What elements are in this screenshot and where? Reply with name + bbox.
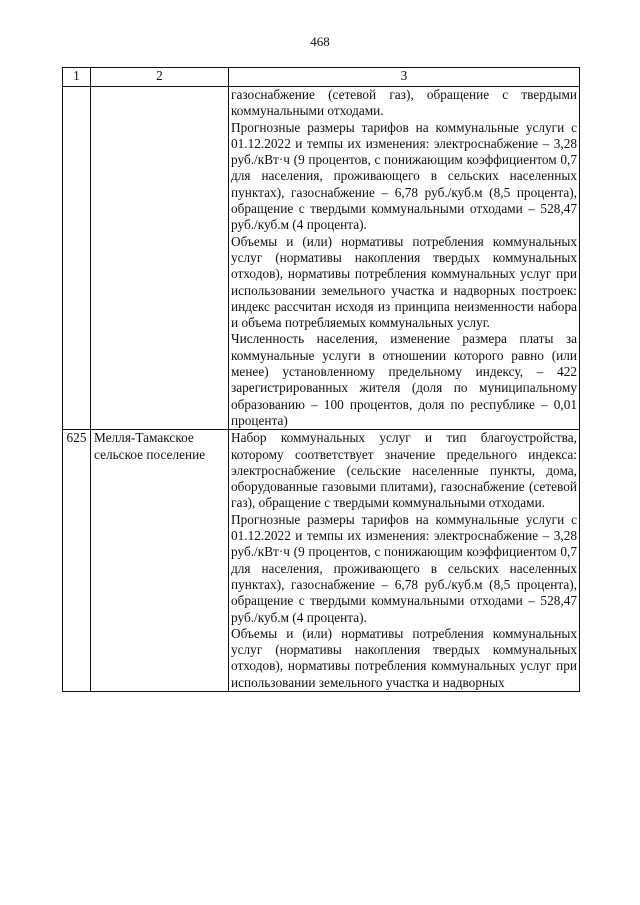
municipality-name: Мелля-Тамакское сельское поселение (91, 430, 229, 692)
paragraph: Объемы и (или) нормативы потребления коммунальных услуг (нормативы накопления твердых коммунальных отходов), нормативы потребления коммунальных услуг при использовании земельного участка и надворных построек: индекс рассчитан исходя из принципа неизменности набора и объема потребляемых коммунальных услуг. (231, 233, 577, 331)
row-number (63, 87, 91, 430)
municipality-name (91, 87, 229, 430)
document-table (62, 67, 580, 692)
paragraph: газоснабжение (сетевой газ), обращение с твердыми коммунальными отходами. (231, 87, 577, 119)
row-number: 625 (63, 430, 91, 692)
header-cell-2: 2 (91, 68, 229, 87)
page-number: 468 (310, 34, 330, 49)
header-cell-1: 1 (63, 68, 91, 87)
description-cell (229, 87, 580, 430)
table-row (63, 430, 580, 692)
table-row (63, 87, 580, 430)
paragraph: Прогнозные размеры тарифов на коммунальные услуги с 01.12.2022 и темпы их изменения: электроснабжение – 3,28 руб./кВт·ч (9 процентов, с понижающим коэффициентом 0,7 для населения, проживающего в сельских населенных пунктах), газоснабжение – 6,78 руб./куб.м (8,5 процента), обращение с твердыми коммунальными отходами – 528,47 руб./куб.м (4 процента). (231, 511, 577, 625)
description-cell (229, 430, 580, 692)
header-cell-3: 3 (229, 68, 580, 87)
paragraph: Численность населения, изменение размера платы за коммунальные услуги в отношении которого равно (или менее) установленному предельному индексу, – 422 зарегистрированных жителя (доля по муниципальному образованию – 100 процентов, доля по республике – 0,01 процента) (231, 331, 577, 428)
paragraph: Прогнозные размеры тарифов на коммунальные услуги с 01.12.2022 и темпы их изменения: электроснабжение – 3,28 руб./кВт·ч (9 процентов, с понижающим коэффициентом 0,7 для населения, проживающего в сельских населенных пунктах), газоснабжение – 6,78 руб./куб.м (8,5 процента), обращение с твердыми коммунальными отходами – 528,47 руб./куб.м (4 процента). (231, 119, 577, 233)
paragraph: Объемы и (или) нормативы потребления коммунальных услуг (нормативы накопления твердых коммунальных отходов), нормативы потребления коммунальных услуг при использовании земельного участка и надворных (231, 625, 577, 690)
table-header-row (63, 68, 580, 87)
paragraph: Набор коммунальных услуг и тип благоустройства, которому соответствует значение предельного индекса: электроснабжение (сельские населенные пункты, дома, оборудованные газовыми плитами), газоснабжение (сетевой газ), обращение с твердыми коммунальными отходами. (231, 430, 577, 511)
